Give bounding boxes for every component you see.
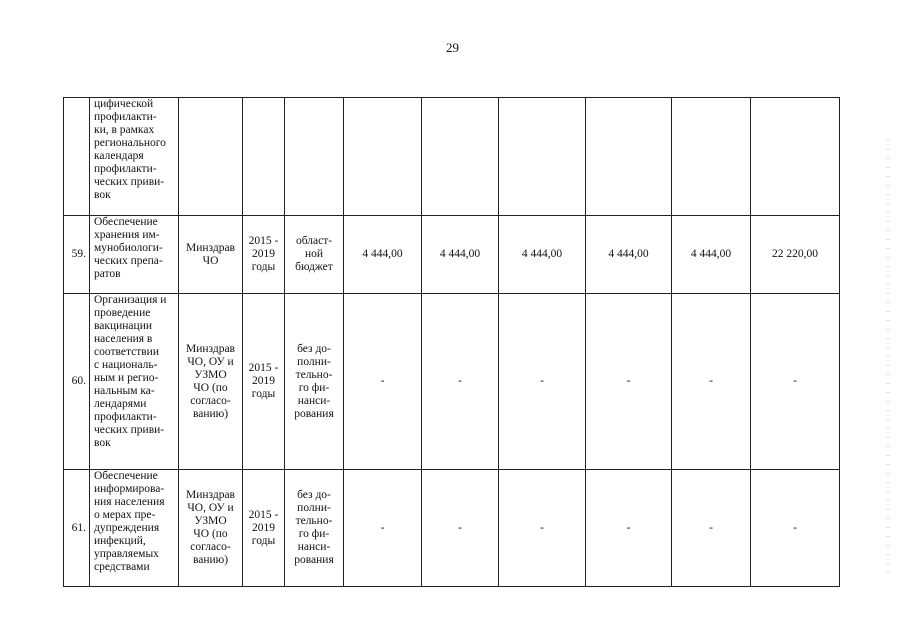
funding-source-cell (285, 98, 344, 216)
measure-name-text: Обеспечение хранения им- мунобиологи- ческих препа- ратов (94, 216, 163, 280)
table-row (64, 294, 840, 470)
year-value-cell-text: - (380, 521, 385, 534)
year-value-cell (422, 216, 499, 294)
total-cell (751, 294, 840, 470)
year-value-cell (586, 216, 672, 294)
funding-source-cell (285, 216, 344, 294)
period-cell-text: 2015 - 2019 годы (248, 508, 279, 547)
year-value-cell (672, 98, 751, 216)
executor-cell-text: Минздрав ЧО (185, 241, 235, 267)
program-table (63, 97, 840, 587)
year-value-cell (586, 470, 672, 587)
year-value-cell-text: 4 444,00 (362, 248, 403, 260)
row-number (64, 470, 90, 587)
measure-name (90, 98, 179, 216)
executor-cell-text: Минздрав ЧО, ОУ и УЗМО ЧО (по согласо- ванию) (185, 342, 235, 420)
executor-cell (179, 470, 243, 587)
executor-cell (179, 216, 243, 294)
year-value-cell-text: 4 444,00 (608, 248, 649, 260)
year-value-cell-text: - (458, 375, 462, 387)
total-cell-text: - (793, 521, 797, 534)
total-cell-text: 22 220,00 (772, 248, 818, 260)
measure-name-text: Организация и проведение вакцинации населения в соответствии с националь- ным и регио- нальным ка- лендарями профилакти- ческих приви- вок (94, 294, 167, 449)
measure-name-text: цифической профилакти- ки, в рамках регионального календаря профилакти- ческих приви- вок (94, 98, 166, 201)
period-cell (243, 294, 285, 470)
page-number: 29 (446, 40, 459, 55)
period-cell (243, 216, 285, 294)
year-value-cell-text: 4 444,00 (439, 248, 481, 260)
year-value-cell (672, 470, 751, 587)
year-value-cell (422, 98, 499, 216)
period-cell (243, 470, 285, 587)
year-value-cell-text: - (709, 375, 713, 387)
period-cell-text: 2015 - 2019 годы (248, 362, 279, 400)
executor-cell (179, 294, 243, 470)
row-number (64, 216, 90, 294)
year-value-cell (422, 294, 499, 470)
row-number-text: 59. (71, 248, 86, 260)
year-value-cell-text: - (540, 375, 544, 387)
year-value-cell (586, 294, 672, 470)
funding-source-cell-text: без до- полни- тельно- го фи- нанси- рования (294, 342, 334, 420)
year-value-cell (499, 294, 586, 470)
row-number (64, 98, 90, 216)
year-value-cell-text: - (540, 521, 544, 534)
year-value-cell-text: - (380, 375, 385, 387)
table-row (64, 98, 840, 216)
year-value-cell (586, 98, 672, 216)
year-value-cell (344, 98, 422, 216)
executor-cell-text: Минздрав ЧО, ОУ и УЗМО ЧО (по согласо- ванию) (185, 489, 235, 566)
funding-source-cell (285, 294, 344, 470)
year-value-cell (672, 216, 751, 294)
measure-name (90, 294, 179, 470)
funding-source-cell-text: без до- полни- тельно- го фи- нанси- рования (294, 489, 334, 566)
year-value-cell (344, 294, 422, 470)
year-value-cell (422, 470, 499, 587)
total-cell (751, 98, 840, 216)
year-value-cell-text: - (458, 521, 462, 534)
year-value-cell-text: 4 444,00 (690, 248, 732, 260)
period-cell (243, 98, 285, 216)
year-value-cell (499, 98, 586, 216)
scan-edge-marks (886, 140, 890, 580)
measure-name-text: Обеспечение информирова- ния населения о мерах пре- дупреждения инфекций, управляемых средствами (94, 470, 165, 573)
table-row (64, 216, 840, 294)
year-value-cell (499, 216, 586, 294)
year-value-cell-text: - (709, 521, 713, 534)
funding-source-cell-text: област- ной бюджет (295, 235, 333, 273)
year-value-cell (344, 216, 422, 294)
executor-cell (179, 98, 243, 216)
row-number-text: 61. (71, 521, 86, 534)
row-number (64, 294, 90, 470)
total-cell (751, 470, 840, 587)
period-cell-text: 2015 - 2019 годы (248, 235, 279, 273)
year-value-cell (344, 470, 422, 587)
year-value-cell (499, 470, 586, 587)
year-value-cell-text: 4 444,00 (521, 248, 563, 260)
table-row (64, 470, 840, 587)
total-cell-text: - (793, 375, 797, 387)
year-value-cell (672, 294, 751, 470)
total-cell (751, 216, 840, 294)
funding-source-cell (285, 470, 344, 587)
year-value-cell-text: - (626, 521, 631, 534)
measure-name (90, 216, 179, 294)
year-value-cell-text: - (626, 375, 631, 387)
measure-name (90, 470, 179, 587)
row-number-text: 60. (71, 375, 86, 387)
